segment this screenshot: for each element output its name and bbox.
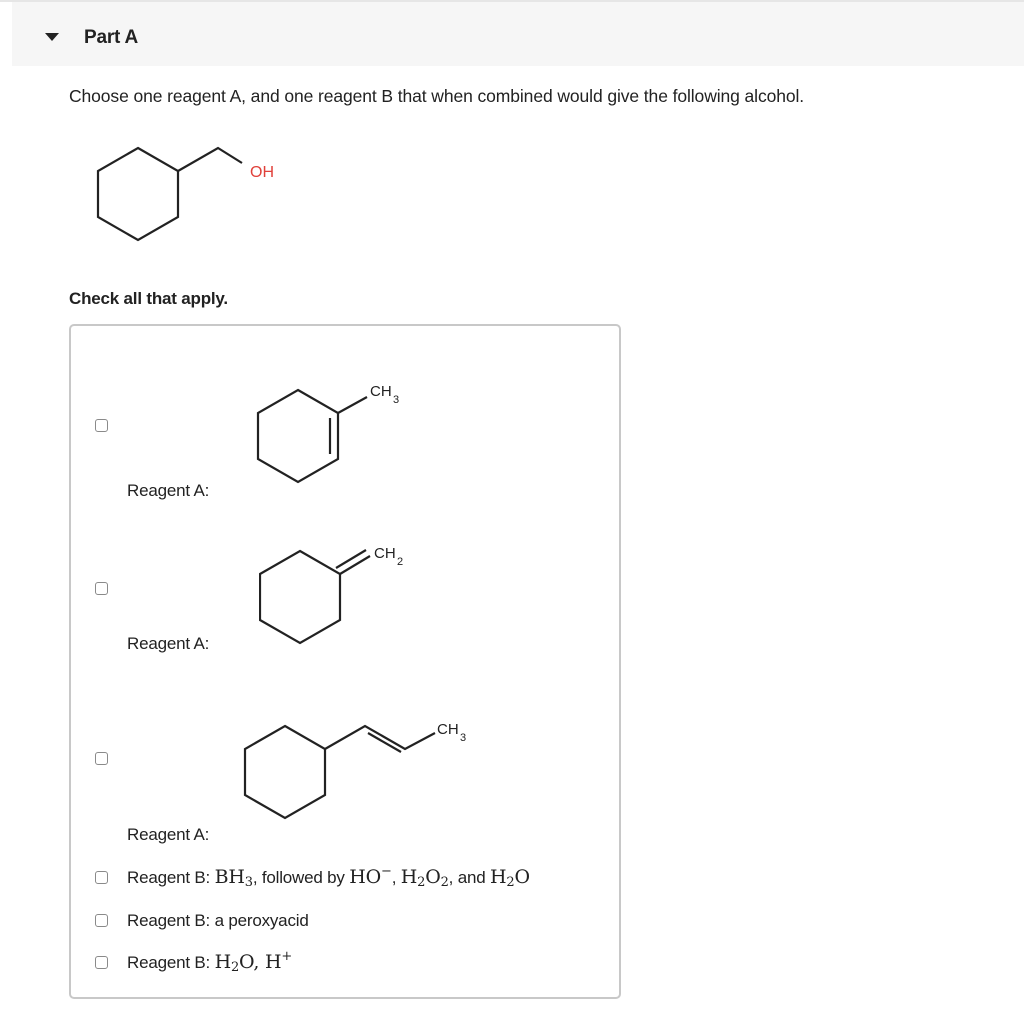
svg-text:CH: CH [370, 383, 392, 400]
checkbox-reagent-b-hydroboration[interactable] [95, 871, 108, 884]
svg-text:3: 3 [393, 394, 400, 406]
svg-text:2: 2 [397, 556, 404, 568]
svg-text:CH: CH [374, 545, 396, 562]
part-title: Part A [84, 27, 139, 48]
molecule-propenylcyclohexane [241, 706, 501, 826]
answer-options-box [69, 324, 621, 999]
checkbox-reagent-b-acid-water[interactable] [95, 956, 108, 969]
reagent-a-label: Reagent A: [127, 634, 210, 653]
oh-label: OH [250, 164, 274, 181]
svg-text:CH: CH [437, 721, 459, 738]
reagent-b-hydroboration-label: Reagent B: $BH_3$, followed by HO−, $H_2O_2$, and $H_2O$ [127, 864, 530, 890]
svg-text:3: 3 [460, 732, 467, 744]
checkbox-reagent-a-methylenecyclohexane[interactable] [95, 582, 108, 595]
reagent-b-acid-water-label: Reagent B: $H_2O$, H+ [127, 949, 293, 975]
caret-down-icon[interactable] [45, 33, 59, 41]
molecule-1-methylcyclohexene [255, 370, 425, 490]
checkbox-reagent-a-propenylcyclohexane[interactable] [95, 752, 108, 765]
reagent-a-label: Reagent A: [127, 481, 210, 500]
target-molecule-cyclohexylmethanol [90, 140, 290, 250]
reagent-a-label: Reagent A: [127, 825, 210, 844]
molecule-methylenecyclohexane [259, 534, 429, 649]
checkbox-reagent-a-methylcyclohexene[interactable] [95, 419, 108, 432]
reagent-b-peroxyacid-label: Reagent B: a peroxyacid [127, 911, 309, 930]
check-all-instruction: Check all that apply. [69, 289, 228, 308]
part-header[interactable] [12, 2, 1024, 66]
checkbox-reagent-b-peroxyacid[interactable] [95, 914, 108, 927]
question-prompt: Choose one reagent A, and one reagent B that when combined would give the following alcohol. [69, 86, 805, 106]
